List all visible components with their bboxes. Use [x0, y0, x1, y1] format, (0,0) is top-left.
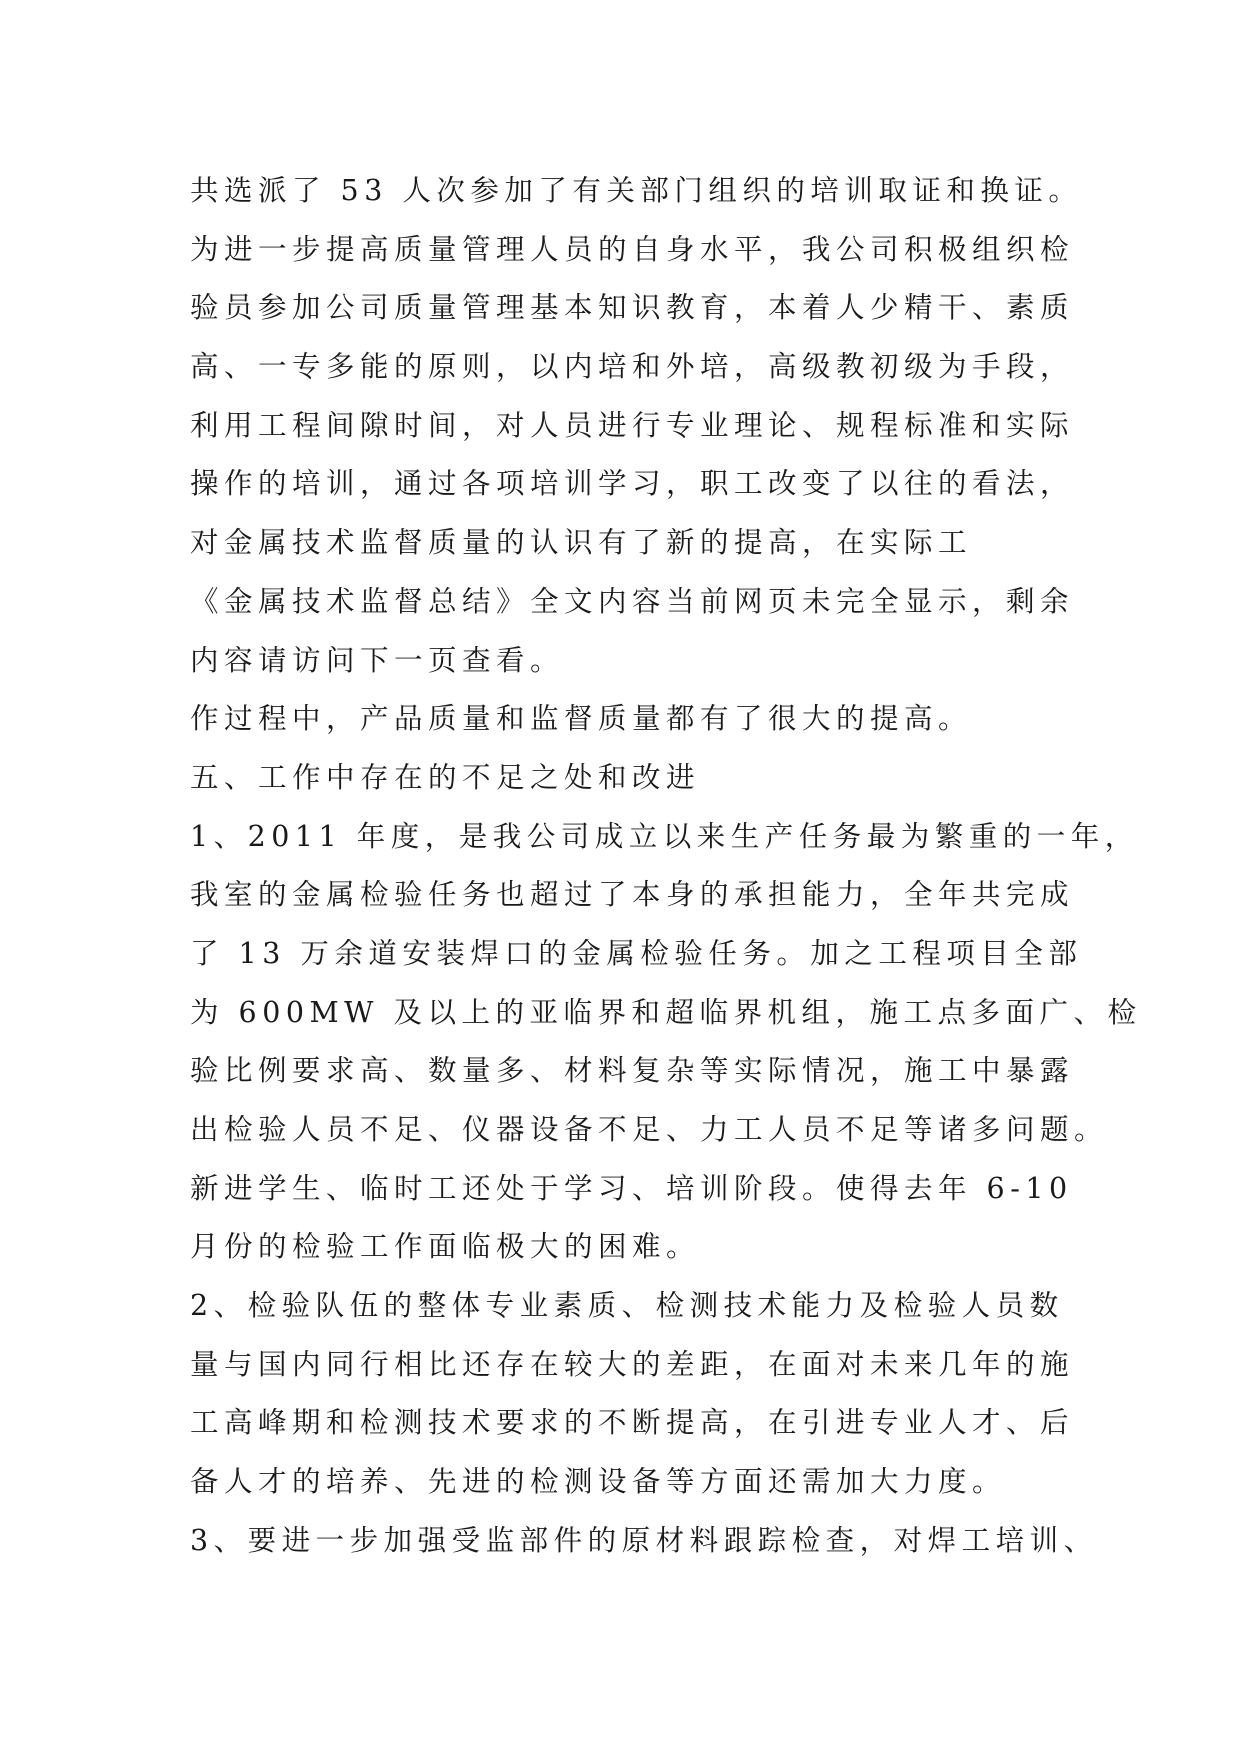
text-line: 为进一步提高质量管理人员的自身水平，我公司积极组织检 — [190, 232, 1075, 266]
text-line: 了 13 万余道安装焊口的金属检验任务。加之工程项目全部 — [190, 936, 1083, 970]
text-line: 3、要进一步加强受监部件的原材料跟踪检查，对焊工培训、 — [190, 1523, 1098, 1557]
text-line: 对金属技术监督质量的认识有了新的提高，在实际工 — [190, 526, 973, 560]
text-line: 验员参加公司质量管理基本知识教育，本着人少精干、素质 — [190, 291, 1075, 325]
text-line: 我室的金属检验任务也超过了本身的承担能力，全年共完成 — [190, 878, 1075, 912]
text-line: 操作的培训，通过各项培训学习，职工改变了以往的看法， — [190, 467, 1075, 501]
text-line: 出检验人员不足、仪器设备不足、力工人员不足等诸多问题。 — [190, 1113, 1109, 1146]
continuation-notice-line: 《金属技术监督总结》全文内容当前网页未完全显示，剩余 — [190, 584, 1075, 618]
text-line: 量与国内同行相比还存在较大的差距，在面对未来几年的施 — [190, 1347, 1075, 1381]
text-line: 工高峰期和检测技术要求的不断提高，在引进专业人才、后 — [190, 1406, 1075, 1440]
text-line: 2、检验队伍的整体专业素质、检测技术能力及检验人员数 — [190, 1289, 1064, 1323]
text-line: 1、2011 年度，是我公司成立以来生产任务最为繁重的一年， — [190, 819, 1139, 853]
text-line: 备人才的培养、先进的检测设备等方面还需加大力度。 — [190, 1465, 1007, 1499]
section-heading: 五、工作中存在的不足之处和改进 — [190, 760, 701, 794]
text-line: 共选派了 53 人次参加了有关部门组织的培训取证和换证。 — [190, 174, 1083, 207]
text-line: 作过程中，产品质量和监督质量都有了很大的提高。 — [190, 702, 973, 736]
text-line: 验比例要求高、数量多、材料复杂等实际情况，施工中暴露 — [190, 1054, 1075, 1088]
text-line: 新进学生、临时工还处于学习、培训阶段。使得去年 6-10 — [190, 1171, 1073, 1205]
text-line: 高、一专多能的原则，以内培和外培，高级教初级为手段， — [190, 350, 1075, 384]
text-line: 月份的检验工作面临极大的困难。 — [190, 1230, 701, 1264]
text-line: 为 600MW 及以上的亚临界和超临界机组，施工点多面广、检 — [190, 995, 1142, 1029]
continuation-notice-line: 内容请访问下一页查看。 — [190, 643, 565, 677]
document-body — [190, 162, 1142, 1571]
text-line: 利用工程间隙时间，对人员进行专业理论、规程标准和实际 — [190, 408, 1075, 442]
